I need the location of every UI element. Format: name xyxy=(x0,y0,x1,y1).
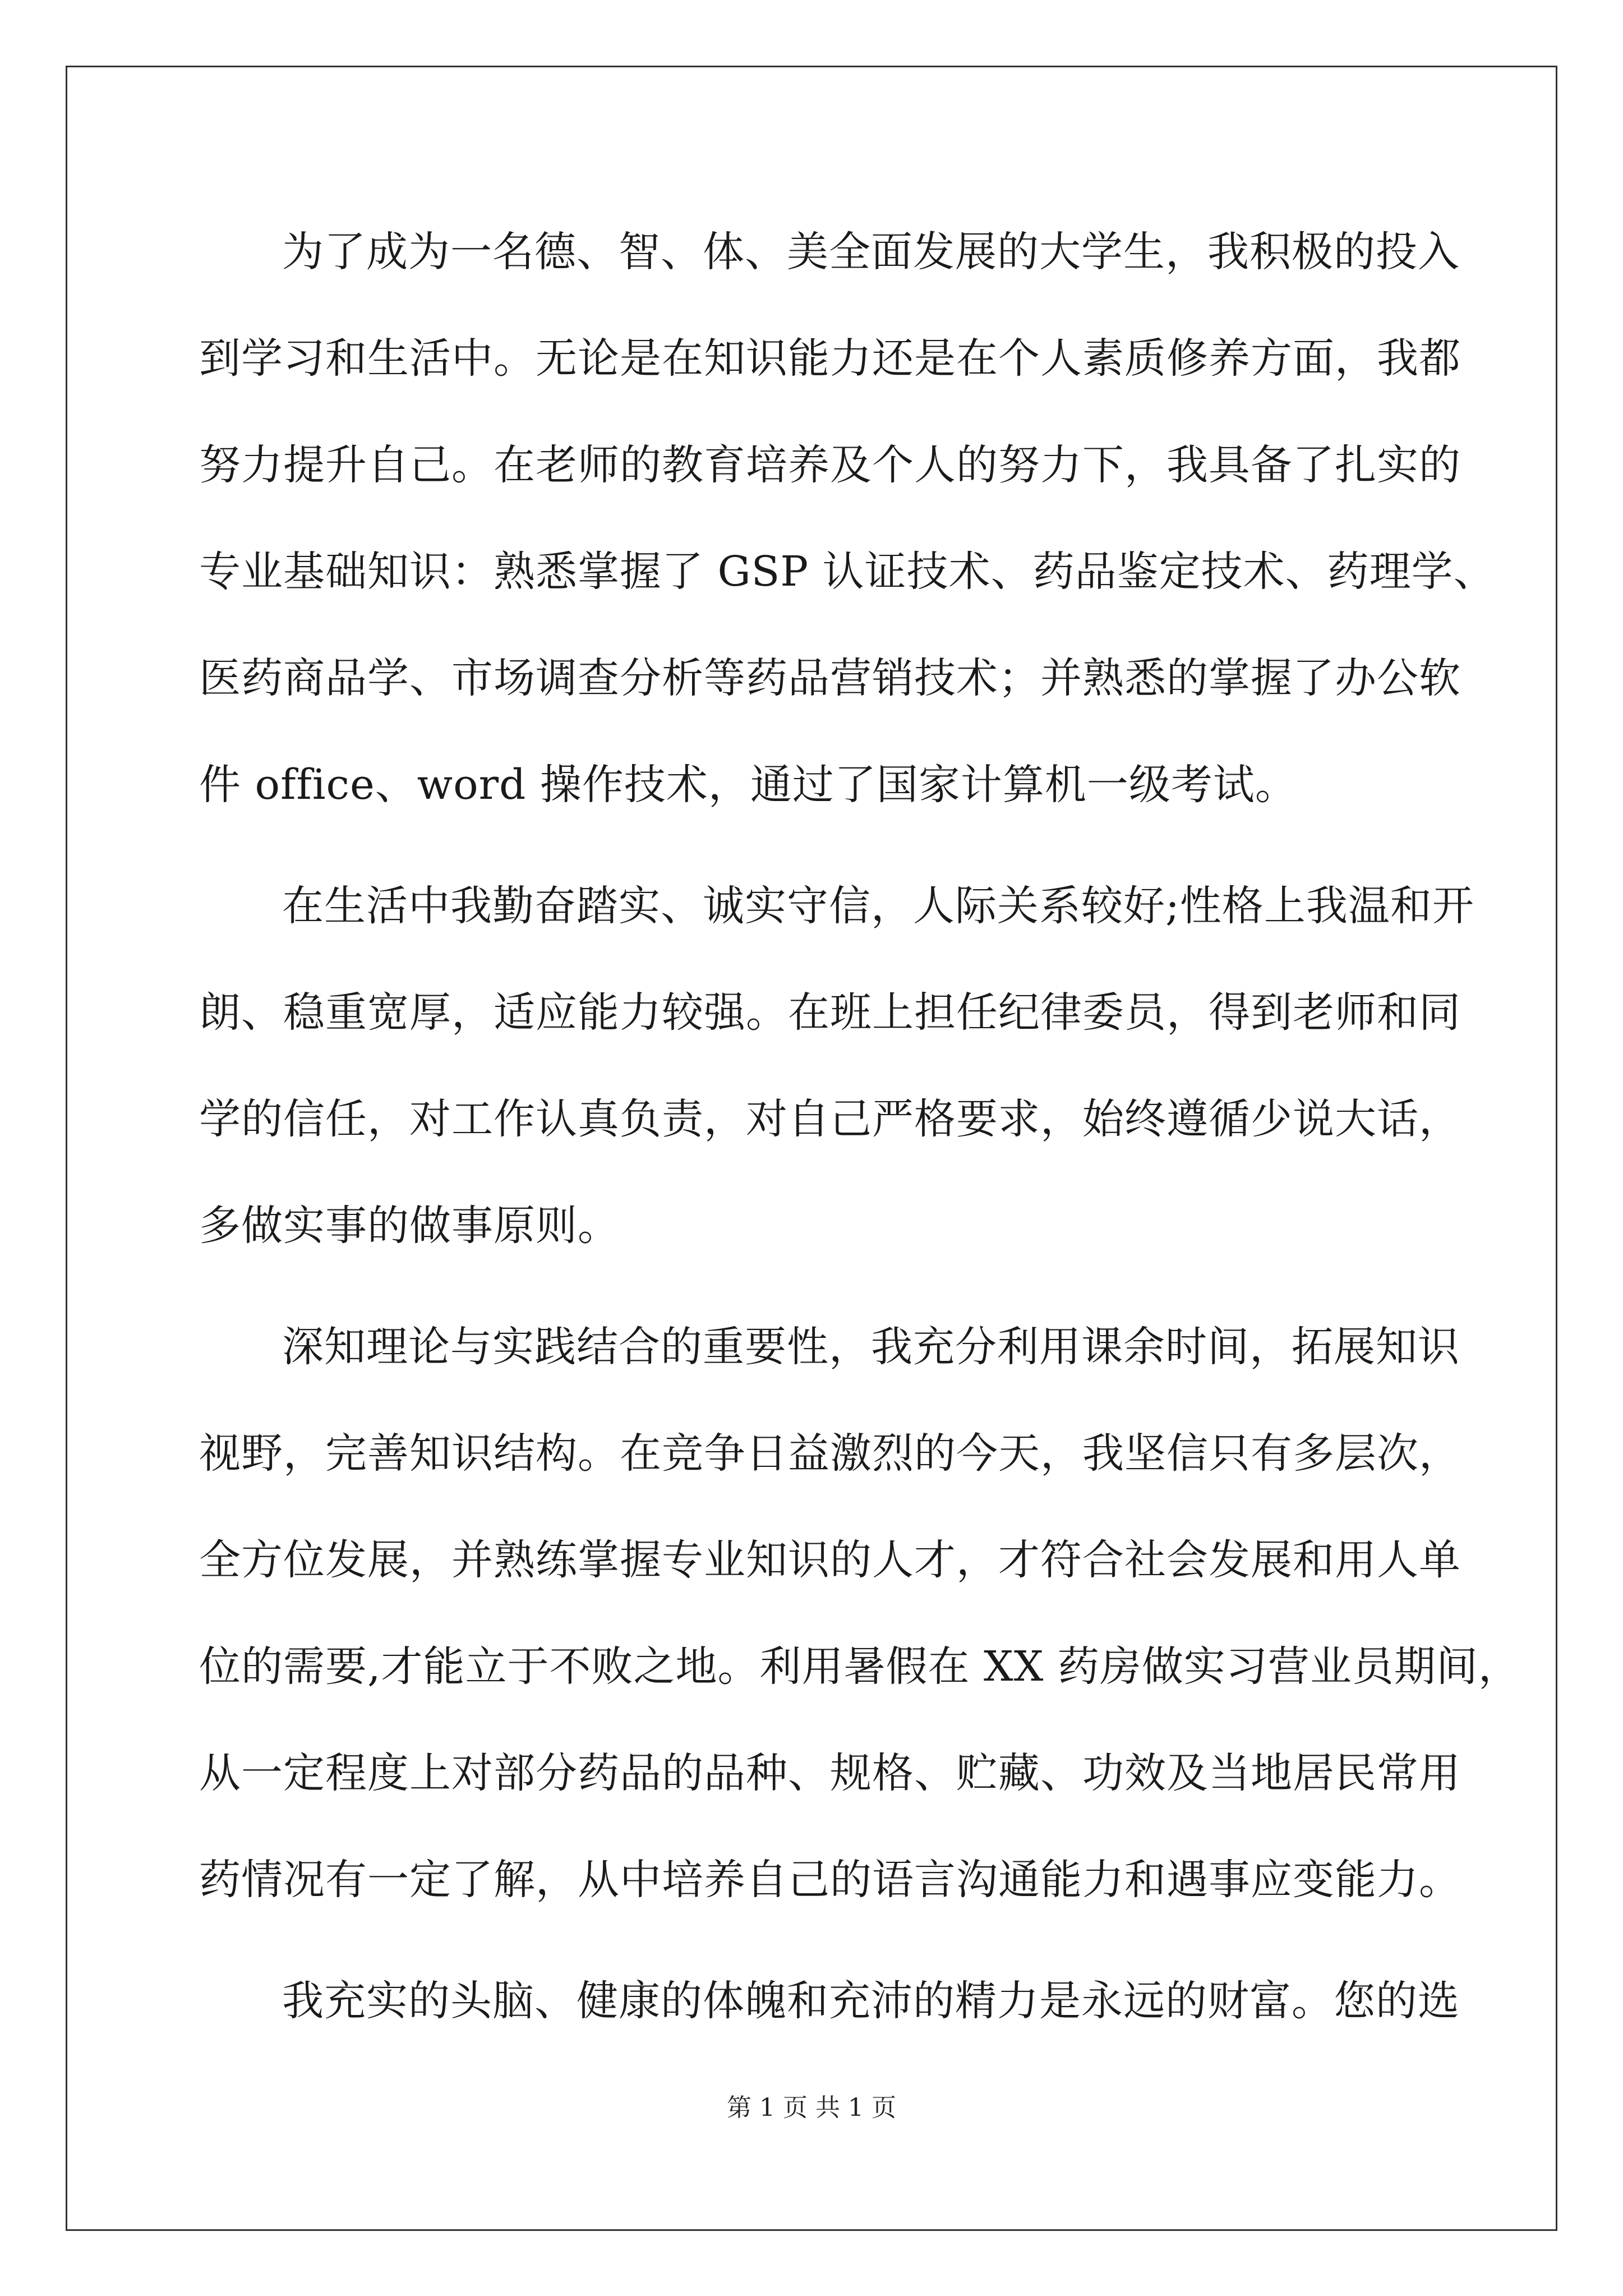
paragraph-2-line-4: 多做实事的做事原则。 xyxy=(199,1202,620,1250)
paragraph-3-line-3: 全方位发展，并熟练掌握专业知识的人才，才符合社会发展和用人单 xyxy=(199,1536,1461,1584)
paragraph-1-line-6: 件 office、word 操作技术，通过了国家计算机一级考试。 xyxy=(199,761,1297,809)
paragraph-1-line-4: 专业基础知识：熟悉掌握了 GSP 认证技术、药品鉴定技术、药理学、 xyxy=(199,547,1496,596)
paragraph-1-line-1: 为了成为一名德、智、体、美全面发展的大学生，我积极的投入 xyxy=(282,228,1460,276)
paragraph-1-line-5: 医药商品学、市场调查分析等药品营销技术；并熟悉的掌握了办公软 xyxy=(199,654,1461,702)
page-number-footer: 第 1 页 共 1 页 xyxy=(727,2093,896,2122)
paragraph-4-line-1: 我充实的头脑、健康的体魄和充沛的精力是永远的财富。您的选 xyxy=(282,1977,1460,2025)
paragraph-3-line-4: 位的需要,才能立于不败之地。利用暑假在 XX 药房做实习营业员期间， xyxy=(199,1642,1520,1691)
paragraph-1-line-2: 到学习和生活中。无论是在知识能力还是在个人素质修养方面，我都 xyxy=(199,334,1461,383)
paragraph-2-line-2: 朗、稳重宽厚，适应能力较强。在班上担任纪律委员，得到老师和同 xyxy=(199,988,1461,1037)
paragraph-3-line-6: 药情况有一定了解，从中培养自己的语言沟通能力和遇事应变能力。 xyxy=(199,1856,1461,1904)
paragraph-3-line-5: 从一定程度上对部分药品的品种、规格、贮藏、功效及当地居民常用 xyxy=(199,1749,1461,1797)
paragraph-2-line-3: 学的信任，对工作认真负责，对自己严格要求，始终遵循少说大话， xyxy=(199,1095,1461,1143)
paragraph-gap xyxy=(199,1947,1426,1961)
paragraph-2-line-1: 在生活中我勤奋踏实、诚实守信，人际关系较好;性格上我温和开 xyxy=(282,882,1474,930)
document-body xyxy=(199,212,1520,2068)
paragraph-3-line-2: 视野，完善知识结构。在竞争日益激烈的今天，我坚信只有多层次， xyxy=(199,1429,1461,1478)
paragraph-3-line-1: 深知理论与实践结合的重要性，我充分利用课余时间，拓展知识 xyxy=(282,1323,1460,1371)
paragraph-1-line-3: 努力提升自己。在老师的教育培养及个人的努力下，我具备了扎实的 xyxy=(199,441,1461,489)
paragraph-gap xyxy=(199,852,1426,866)
paragraph-gap xyxy=(199,1292,1426,1307)
